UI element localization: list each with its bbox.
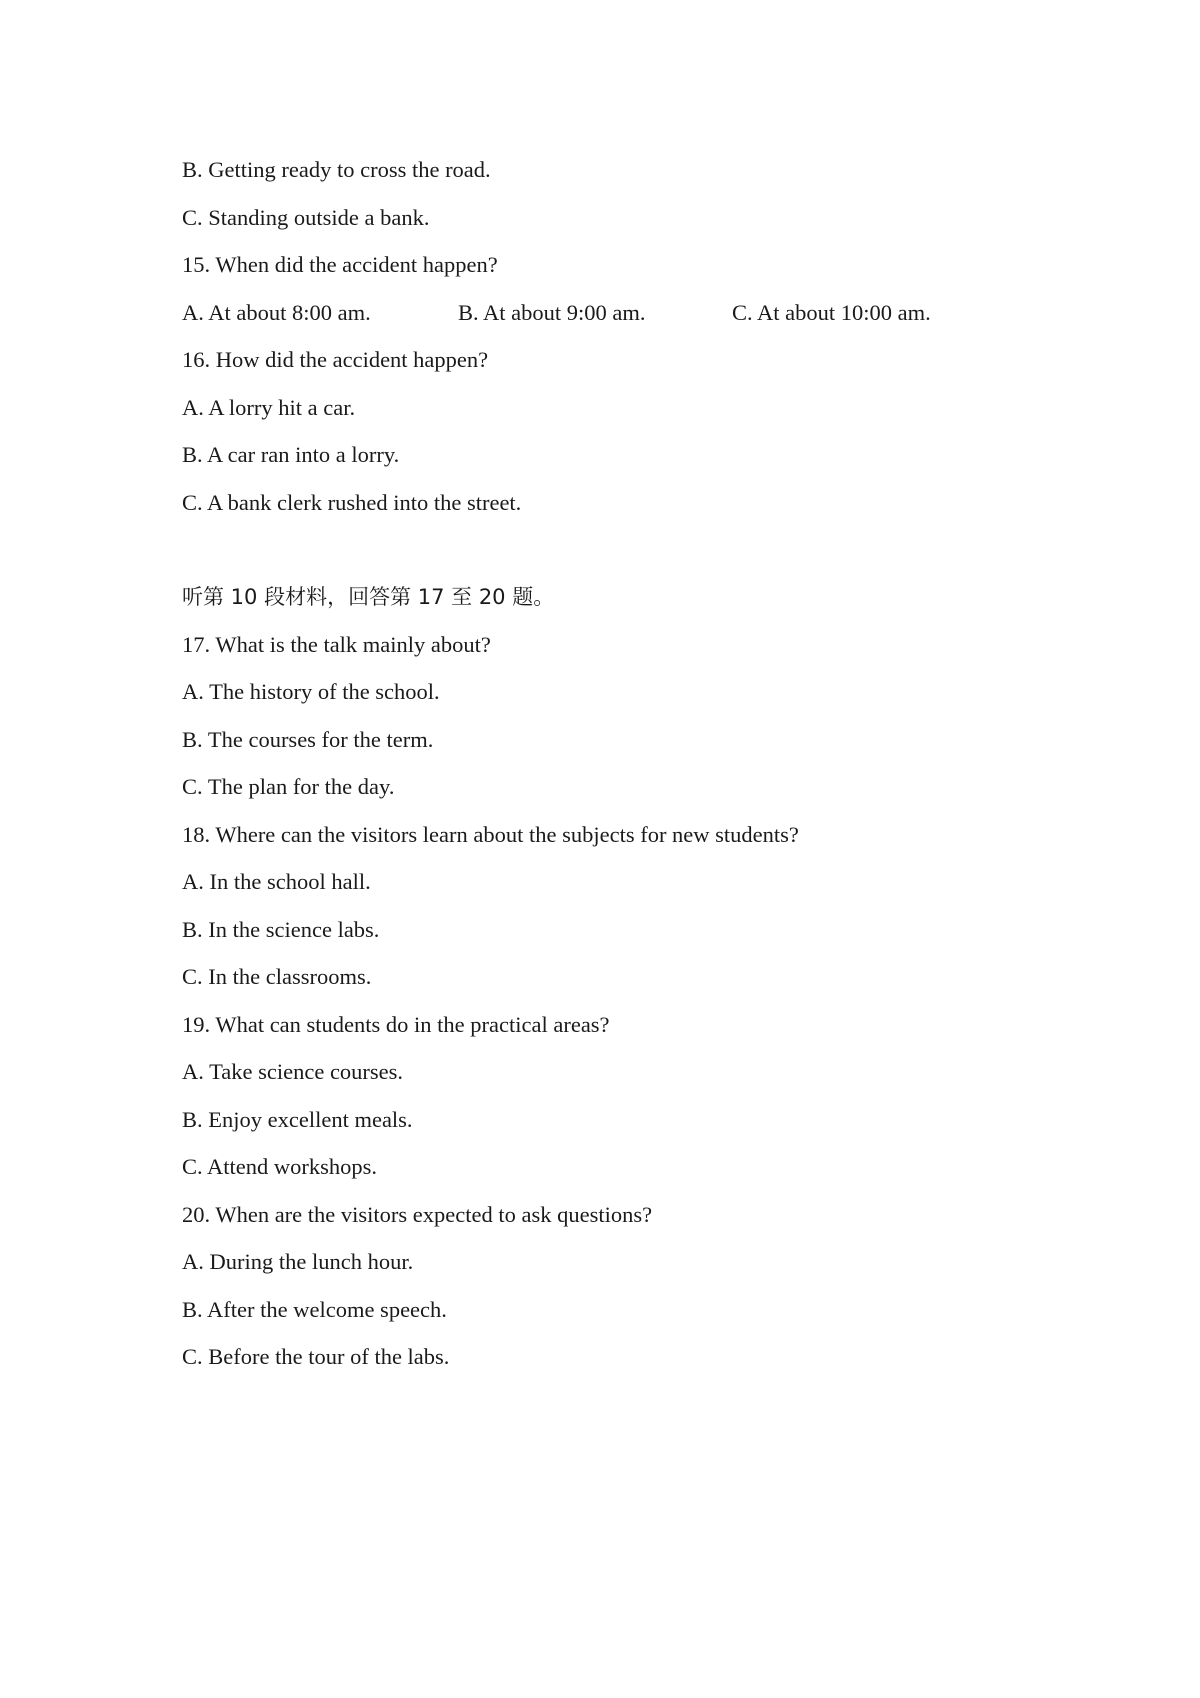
- q16-option-b: B. A car ran into a lorry.: [182, 442, 400, 467]
- q20-option-b: B. After the welcome speech.: [182, 1297, 447, 1322]
- q19-question: 19. What can students do in the practical areas?: [182, 1012, 610, 1037]
- q15-option-b: B. At about 9:00 am.: [458, 300, 646, 325]
- q20-option-a: A. During the lunch hour.: [182, 1249, 414, 1274]
- q17-option-a: A. The history of the school.: [182, 679, 440, 704]
- q19-option-c: C. Attend workshops.: [182, 1154, 378, 1179]
- q20-question: 20. When are the visitors expected to ask questions?: [182, 1202, 653, 1227]
- q15-question: 15. When did the accident happen?: [182, 252, 498, 277]
- q15-options: [182, 298, 1082, 328]
- q17-option-b: B. The courses for the term.: [182, 727, 434, 752]
- q20-option-c: C. Before the tour of the labs.: [182, 1344, 450, 1369]
- q14-option-c: C. Standing outside a bank.: [182, 205, 430, 230]
- q18-question: 18. Where can the visitors learn about the subjects for new students?: [182, 822, 799, 847]
- q16-option-a: A. A lorry hit a car.: [182, 395, 356, 420]
- q18-option-c: C. In the classrooms.: [182, 964, 372, 989]
- q18-option-b: B. In the science labs.: [182, 917, 380, 942]
- q17-question: 17. What is the talk mainly about?: [182, 632, 491, 657]
- q17-option-c: C. The plan for the day.: [182, 774, 395, 799]
- q15-option-c: C. At about 10:00 am.: [732, 300, 931, 325]
- q19-option-a: A. Take science courses.: [182, 1059, 404, 1084]
- q14-option-b: B. Getting ready to cross the road.: [182, 157, 491, 182]
- section-instruction: 听第 10 段材料，回答第 17 至 20 题。: [182, 585, 555, 609]
- q19-option-b: B. Enjoy excellent meals.: [182, 1107, 413, 1132]
- q16-question: 16. How did the accident happen?: [182, 347, 489, 372]
- q18-option-a: A. In the school hall.: [182, 869, 371, 894]
- q15-option-a: A. At about 8:00 am.: [182, 300, 371, 325]
- q16-option-c: C. A bank clerk rushed into the street.: [182, 490, 522, 515]
